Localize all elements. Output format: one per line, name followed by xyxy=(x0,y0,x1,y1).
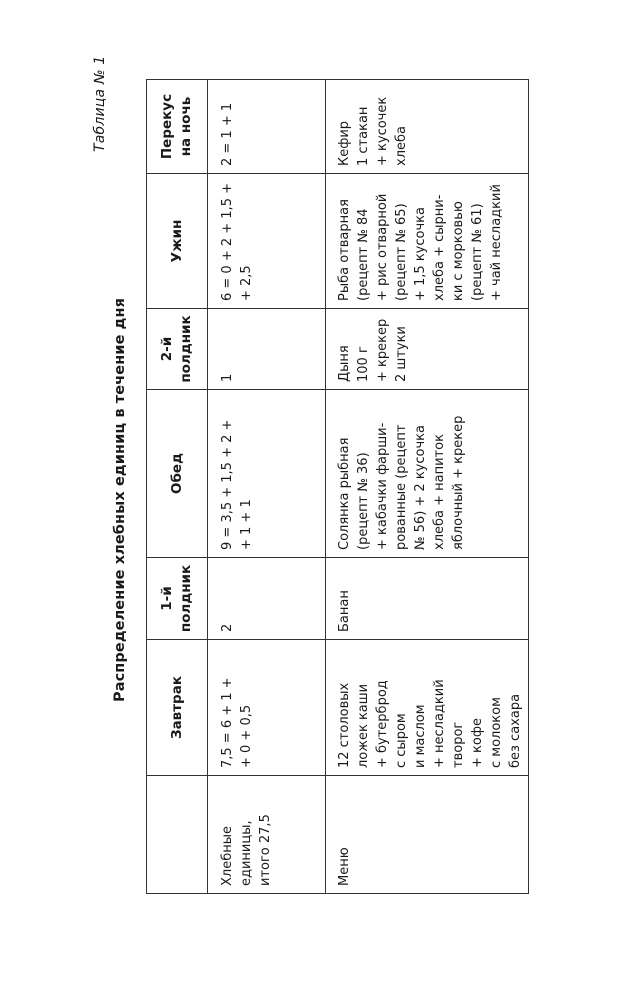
header-snack-1: 1-й полдник xyxy=(147,558,208,640)
header-lunch: Обед xyxy=(147,390,208,558)
table-row xyxy=(208,80,326,894)
cell-breakfast: 12 столовых ложек каши + бутерброд с сыром и маслом + несладкий творог + кофе с молоком без сахара xyxy=(326,640,529,776)
cell-snack-1: Банан xyxy=(326,558,529,640)
cell-snack-2: 1 xyxy=(208,309,326,390)
cell-breakfast: 7,5 = 6 + 1 + + 0 + 0,5 xyxy=(208,640,326,776)
row-label: Хлебные единицы, итого 27,5 xyxy=(208,776,326,894)
bread-units-table xyxy=(146,79,529,894)
header-corner xyxy=(147,776,208,894)
cell-night-snack: Кефир 1 стакан + кусочек хлеба xyxy=(326,80,529,174)
cell-night-snack: 2 = 1 + 1 xyxy=(208,80,326,174)
cell-dinner: 6 = 0 + 2 + 1,5 + + 2,5 xyxy=(208,174,326,309)
table-title: Распределение хлебных единиц в течение дня xyxy=(112,298,128,702)
cell-snack-1: 2 xyxy=(208,558,326,640)
header-breakfast: Завтрак xyxy=(147,640,208,776)
row-label: Меню xyxy=(326,776,529,894)
header-row xyxy=(147,80,208,894)
cell-snack-2: Дыня 100 г + крекер 2 штуки xyxy=(326,309,529,390)
header-dinner: Ужин xyxy=(147,174,208,309)
table-number: Таблица № 1 xyxy=(92,55,108,152)
cell-lunch: Солянка рыбная (рецепт № 36) + кабачки фарши- рованные (рецепт № 56) + 2 кусочка хлеба + напиток яблочный + крекер xyxy=(326,390,529,558)
table-row xyxy=(326,80,529,894)
header-night-snack: Перекус на ночь xyxy=(147,80,208,174)
cell-dinner: Рыба отварная (рецепт № 84 + рис отварной (рецепт № 65) + 1,5 кусочка хлеба + сырни- ки с морковью (рецепт № 61) + чай несладкий xyxy=(326,174,529,309)
cell-lunch: 9 = 3,5 + 1,5 + 2 + + 1 + 1 xyxy=(208,390,326,558)
header-snack-2: 2-й полдник xyxy=(147,309,208,390)
